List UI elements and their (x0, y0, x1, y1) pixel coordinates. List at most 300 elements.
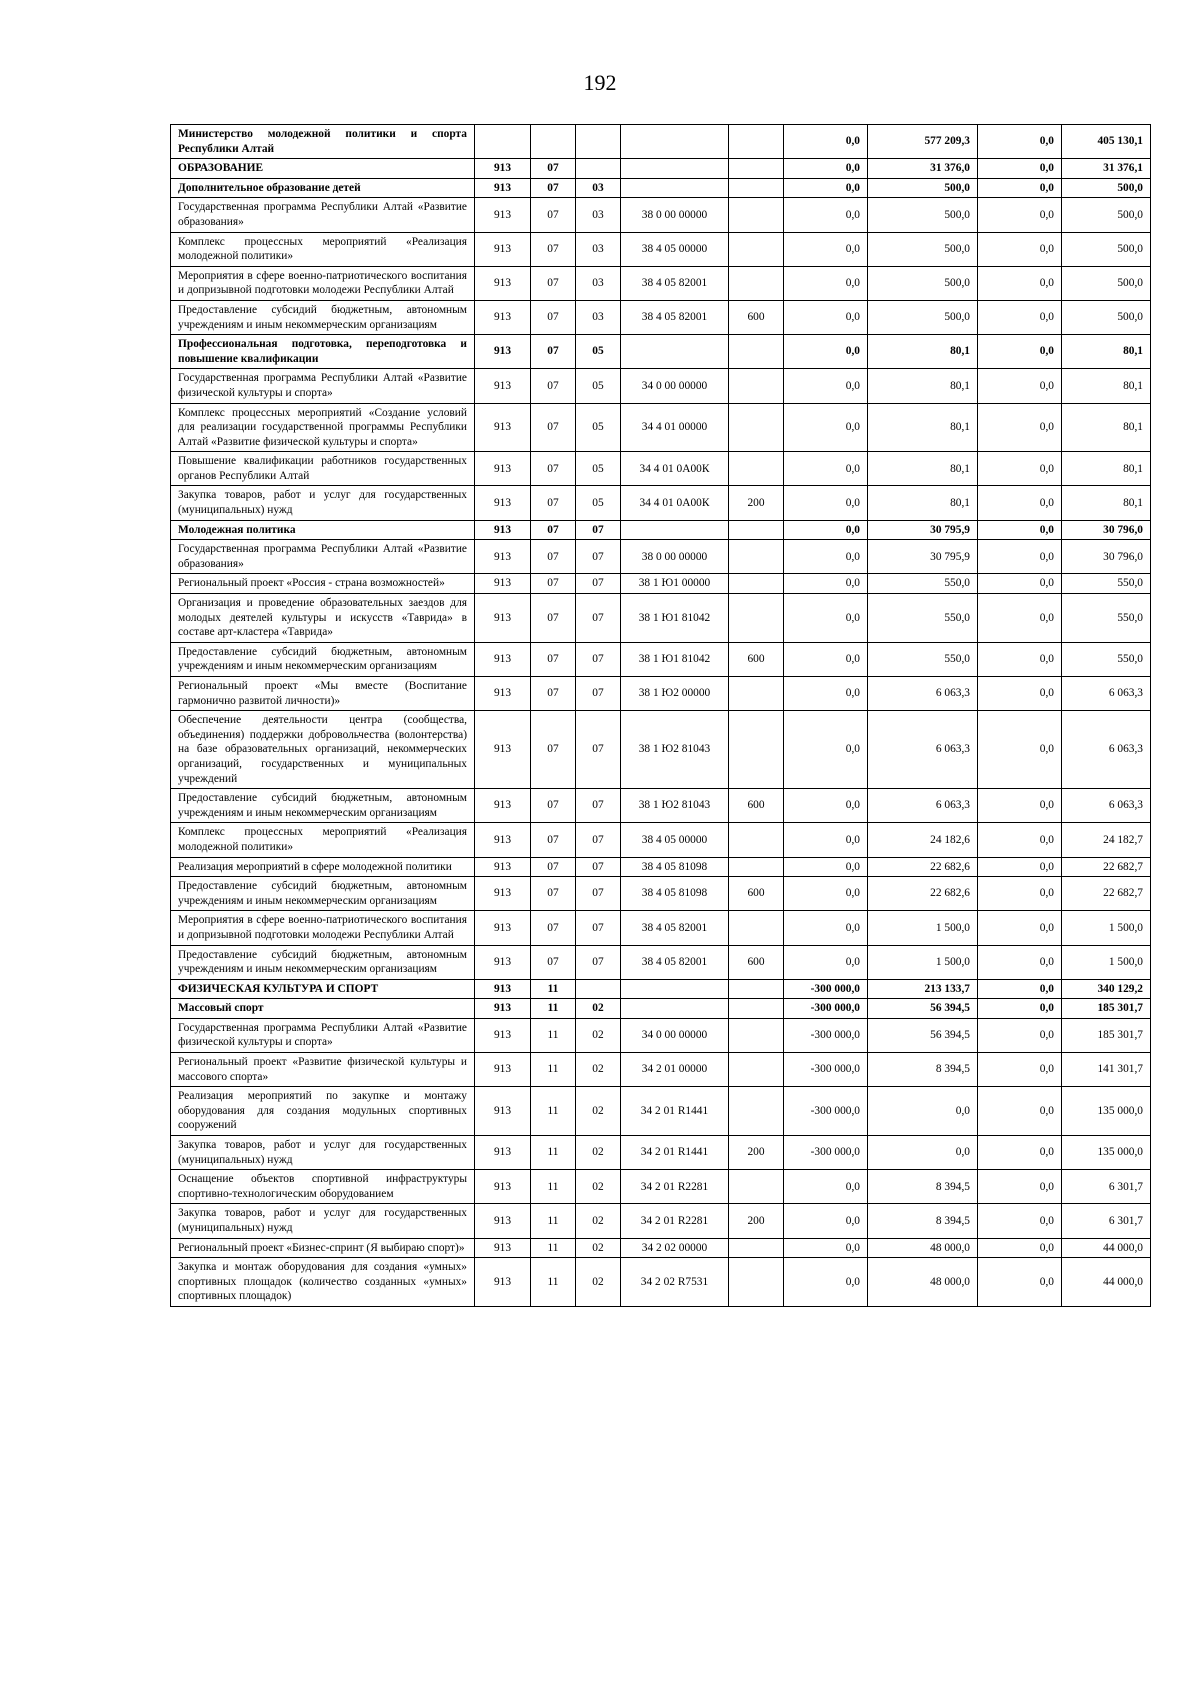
table-body (171, 125, 1151, 1307)
target-article-cell: 34 2 01 00000 (621, 1053, 729, 1087)
subsection-code-cell: 05 (576, 486, 621, 520)
admin-code-cell: 913 (475, 979, 531, 999)
item-name-cell: Закупка товаров, работ и услуг для государственных (муниципальных) нужд (171, 1136, 475, 1170)
amount-change-1-cell: 0,0 (784, 403, 868, 452)
target-article-cell: 34 2 01 R2281 (621, 1170, 729, 1204)
item-name-cell: Реализация мероприятий по закупке и монтажу оборудования для создания модульных спортивных сооружений (171, 1087, 475, 1136)
amount-change-3-cell: 0,0 (978, 520, 1062, 540)
admin-code-cell: 913 (475, 877, 531, 911)
subsection-code-cell: 03 (576, 198, 621, 232)
expense-type-cell (729, 266, 784, 300)
table-row (171, 335, 1151, 369)
amount-change-2-cell: 56 394,5 (868, 1018, 978, 1052)
amount-change-2-cell: 56 394,5 (868, 999, 978, 1019)
admin-code-cell: 913 (475, 178, 531, 198)
amount-change-1-cell: -300 000,0 (784, 1087, 868, 1136)
amount-change-4-cell: 80,1 (1062, 369, 1151, 403)
section-code-cell: 07 (531, 232, 576, 266)
item-name-cell: Обеспечение деятельности центра (сообщества, объединения) поддержки добровольчества (волонтерства) на базе образовательных организаций, некоммерческих организаций, государственных и муниципальных учреждений (171, 711, 475, 789)
expense-type-cell (729, 711, 784, 789)
admin-code-cell: 913 (475, 266, 531, 300)
amount-change-4-cell: 500,0 (1062, 266, 1151, 300)
table-row (171, 1170, 1151, 1204)
table-row (171, 642, 1151, 676)
admin-code-cell: 913 (475, 1238, 531, 1258)
subsection-code-cell: 02 (576, 1018, 621, 1052)
expense-type-cell (729, 857, 784, 877)
expense-type-cell (729, 520, 784, 540)
subsection-code-cell: 02 (576, 1170, 621, 1204)
target-article-cell: 38 4 05 81098 (621, 857, 729, 877)
admin-code-cell: 913 (475, 1018, 531, 1052)
section-code-cell: 07 (531, 911, 576, 945)
amount-change-1-cell: 0,0 (784, 486, 868, 520)
admin-code-cell: 913 (475, 911, 531, 945)
expense-type-cell: 200 (729, 486, 784, 520)
subsection-code-cell: 07 (576, 789, 621, 823)
amount-change-4-cell: 185 301,7 (1062, 999, 1151, 1019)
expense-type-cell (729, 911, 784, 945)
amount-change-1-cell: 0,0 (784, 823, 868, 857)
amount-change-3-cell: 0,0 (978, 1053, 1062, 1087)
section-code-cell: 07 (531, 540, 576, 574)
amount-change-2-cell: 550,0 (868, 594, 978, 643)
target-article-cell: 34 2 01 R1441 (621, 1136, 729, 1170)
amount-change-3-cell: 0,0 (978, 266, 1062, 300)
amount-change-2-cell: 550,0 (868, 642, 978, 676)
amount-change-2-cell: 6 063,3 (868, 789, 978, 823)
table-row (171, 857, 1151, 877)
amount-change-3-cell: 0,0 (978, 1258, 1062, 1307)
section-code-cell: 07 (531, 452, 576, 486)
section-code-cell: 07 (531, 178, 576, 198)
subsection-code-cell: 02 (576, 1258, 621, 1307)
admin-code-cell: 913 (475, 1170, 531, 1204)
amount-change-4-cell: 550,0 (1062, 594, 1151, 643)
expense-type-cell (729, 125, 784, 159)
amount-change-3-cell: 0,0 (978, 1087, 1062, 1136)
amount-change-1-cell: 0,0 (784, 452, 868, 486)
subsection-code-cell (576, 979, 621, 999)
table-row (171, 486, 1151, 520)
amount-change-2-cell: 80,1 (868, 486, 978, 520)
amount-change-4-cell: 30 796,0 (1062, 540, 1151, 574)
table-row (171, 1018, 1151, 1052)
section-code-cell: 07 (531, 823, 576, 857)
amount-change-4-cell: 500,0 (1062, 178, 1151, 198)
amount-change-2-cell: 80,1 (868, 452, 978, 486)
item-name-cell: Оснащение объектов спортивной инфраструктуры спортивно-технологическим оборудованием (171, 1170, 475, 1204)
expense-type-cell (729, 1258, 784, 1307)
table-row (171, 125, 1151, 159)
section-code-cell: 07 (531, 677, 576, 711)
subsection-code-cell: 05 (576, 335, 621, 369)
section-code-cell: 07 (531, 877, 576, 911)
subsection-code-cell: 07 (576, 520, 621, 540)
table-row (171, 1204, 1151, 1238)
target-article-cell: 38 4 05 00000 (621, 232, 729, 266)
amount-change-2-cell: 48 000,0 (868, 1238, 978, 1258)
amount-change-3-cell: 0,0 (978, 911, 1062, 945)
amount-change-4-cell: 1 500,0 (1062, 945, 1151, 979)
amount-change-2-cell: 6 063,3 (868, 711, 978, 789)
admin-code-cell: 913 (475, 520, 531, 540)
amount-change-2-cell: 0,0 (868, 1136, 978, 1170)
section-code-cell: 07 (531, 711, 576, 789)
amount-change-2-cell: 31 376,0 (868, 159, 978, 179)
admin-code-cell: 913 (475, 1087, 531, 1136)
admin-code-cell: 913 (475, 1053, 531, 1087)
amount-change-1-cell: 0,0 (784, 540, 868, 574)
expense-type-cell (729, 452, 784, 486)
amount-change-4-cell: 141 301,7 (1062, 1053, 1151, 1087)
section-code-cell: 11 (531, 1170, 576, 1204)
section-code-cell: 07 (531, 789, 576, 823)
target-article-cell (621, 999, 729, 1019)
target-article-cell: 38 1 Ю1 81042 (621, 642, 729, 676)
target-article-cell (621, 125, 729, 159)
amount-change-1-cell: 0,0 (784, 677, 868, 711)
amount-change-3-cell: 0,0 (978, 677, 1062, 711)
item-name-cell: Предоставление субсидий бюджетным, автономным учреждениям и иным некоммерческим организациям (171, 642, 475, 676)
item-name-cell: Комплекс процессных мероприятий «Создание условий для реализации государственной программы Республики Алтай «Развитие физической культуры и спорта» (171, 403, 475, 452)
expense-type-cell (729, 232, 784, 266)
amount-change-4-cell: 550,0 (1062, 642, 1151, 676)
amount-change-4-cell: 6 063,3 (1062, 677, 1151, 711)
item-name-cell: ФИЗИЧЕСКАЯ КУЛЬТУРА И СПОРТ (171, 979, 475, 999)
section-code-cell: 11 (531, 999, 576, 1019)
amount-change-3-cell: 0,0 (978, 540, 1062, 574)
item-name-cell: Мероприятия в сфере военно-патриотического воспитания и допризывной подготовки молодежи Республики Алтай (171, 911, 475, 945)
target-article-cell (621, 979, 729, 999)
amount-change-1-cell: 0,0 (784, 520, 868, 540)
admin-code-cell: 913 (475, 857, 531, 877)
admin-code-cell: 913 (475, 677, 531, 711)
amount-change-3-cell: 0,0 (978, 1170, 1062, 1204)
table-row (171, 1258, 1151, 1307)
target-article-cell: 38 4 05 82001 (621, 945, 729, 979)
amount-change-2-cell: 80,1 (868, 369, 978, 403)
target-article-cell: 34 2 01 R2281 (621, 1204, 729, 1238)
section-code-cell: 07 (531, 159, 576, 179)
table-row (171, 999, 1151, 1019)
subsection-code-cell: 03 (576, 300, 621, 334)
table-row (171, 594, 1151, 643)
admin-code-cell: 913 (475, 452, 531, 486)
amount-change-2-cell: 30 795,9 (868, 520, 978, 540)
amount-change-4-cell: 135 000,0 (1062, 1087, 1151, 1136)
amount-change-3-cell: 0,0 (978, 159, 1062, 179)
target-article-cell: 38 0 00 00000 (621, 198, 729, 232)
table-row (171, 877, 1151, 911)
table-row (171, 789, 1151, 823)
table-row (171, 540, 1151, 574)
amount-change-4-cell: 80,1 (1062, 452, 1151, 486)
target-article-cell: 34 4 01 0А00К (621, 486, 729, 520)
expense-type-cell (729, 574, 784, 594)
amount-change-2-cell: 500,0 (868, 232, 978, 266)
subsection-code-cell: 07 (576, 594, 621, 643)
amount-change-4-cell: 500,0 (1062, 232, 1151, 266)
amount-change-1-cell: 0,0 (784, 945, 868, 979)
item-name-cell: Предоставление субсидий бюджетным, автономным учреждениям и иным некоммерческим организациям (171, 789, 475, 823)
amount-change-1-cell: -300 000,0 (784, 1136, 868, 1170)
amount-change-2-cell: 213 133,7 (868, 979, 978, 999)
section-code-cell (531, 125, 576, 159)
item-name-cell: Мероприятия в сфере военно-патриотического воспитания и допризывной подготовки молодежи Республики Алтай (171, 266, 475, 300)
amount-change-1-cell: 0,0 (784, 911, 868, 945)
table-row (171, 677, 1151, 711)
expense-type-cell (729, 369, 784, 403)
amount-change-3-cell: 0,0 (978, 642, 1062, 676)
item-name-cell: Государственная программа Республики Алтай «Развитие образования» (171, 540, 475, 574)
target-article-cell: 38 4 05 81098 (621, 877, 729, 911)
amount-change-2-cell: 8 394,5 (868, 1170, 978, 1204)
amount-change-1-cell: -300 000,0 (784, 979, 868, 999)
item-name-cell: Министерство молодежной политики и спорта Республики Алтай (171, 125, 475, 159)
subsection-code-cell: 02 (576, 1053, 621, 1087)
amount-change-2-cell: 0,0 (868, 1087, 978, 1136)
amount-change-4-cell: 22 682,7 (1062, 877, 1151, 911)
amount-change-4-cell: 80,1 (1062, 403, 1151, 452)
section-code-cell: 11 (531, 979, 576, 999)
admin-code-cell: 913 (475, 369, 531, 403)
amount-change-4-cell: 550,0 (1062, 574, 1151, 594)
section-code-cell: 11 (531, 1087, 576, 1136)
target-article-cell: 34 4 01 00000 (621, 403, 729, 452)
item-name-cell: Комплекс процессных мероприятий «Реализация молодежной политики» (171, 232, 475, 266)
amount-change-2-cell: 22 682,6 (868, 877, 978, 911)
item-name-cell: Комплекс процессных мероприятий «Реализация молодежной политики» (171, 823, 475, 857)
admin-code-cell: 913 (475, 540, 531, 574)
admin-code-cell: 913 (475, 159, 531, 179)
amount-change-2-cell: 8 394,5 (868, 1204, 978, 1238)
section-code-cell: 07 (531, 520, 576, 540)
section-code-cell: 07 (531, 642, 576, 676)
expense-type-cell (729, 403, 784, 452)
amount-change-2-cell: 500,0 (868, 178, 978, 198)
amount-change-1-cell: 0,0 (784, 369, 868, 403)
expense-type-cell (729, 178, 784, 198)
target-article-cell: 38 1 Ю1 00000 (621, 574, 729, 594)
admin-code-cell: 913 (475, 1204, 531, 1238)
item-name-cell: Закупка товаров, работ и услуг для государственных (муниципальных) нужд (171, 1204, 475, 1238)
table-row (171, 178, 1151, 198)
item-name-cell: Реализация мероприятий в сфере молодежной политики (171, 857, 475, 877)
subsection-code-cell: 02 (576, 1238, 621, 1258)
amount-change-3-cell: 0,0 (978, 574, 1062, 594)
amount-change-2-cell: 24 182,6 (868, 823, 978, 857)
expense-type-cell (729, 1053, 784, 1087)
admin-code-cell: 913 (475, 594, 531, 643)
section-code-cell: 07 (531, 403, 576, 452)
amount-change-2-cell: 550,0 (868, 574, 978, 594)
target-article-cell: 38 1 Ю1 81042 (621, 594, 729, 643)
table-row (171, 979, 1151, 999)
admin-code-cell: 913 (475, 335, 531, 369)
item-name-cell: Профессиональная подготовка, переподготовка и повышение квалификации (171, 335, 475, 369)
admin-code-cell: 913 (475, 300, 531, 334)
amount-change-3-cell: 0,0 (978, 335, 1062, 369)
section-code-cell: 07 (531, 369, 576, 403)
table-row (171, 520, 1151, 540)
subsection-code-cell: 07 (576, 642, 621, 676)
section-code-cell: 07 (531, 594, 576, 643)
target-article-cell: 34 2 01 R1441 (621, 1087, 729, 1136)
amount-change-4-cell: 22 682,7 (1062, 857, 1151, 877)
admin-code-cell: 913 (475, 1136, 531, 1170)
amount-change-1-cell: 0,0 (784, 198, 868, 232)
admin-code-cell: 913 (475, 999, 531, 1019)
item-name-cell: Региональный проект «Россия - страна возможностей» (171, 574, 475, 594)
subsection-code-cell: 07 (576, 677, 621, 711)
amount-change-2-cell: 8 394,5 (868, 1053, 978, 1087)
amount-change-4-cell: 30 796,0 (1062, 520, 1151, 540)
item-name-cell: Молодежная политика (171, 520, 475, 540)
item-name-cell: Региональный проект «Бизнес-спринт (Я выбираю спорт)» (171, 1238, 475, 1258)
amount-change-3-cell: 0,0 (978, 1018, 1062, 1052)
amount-change-3-cell: 0,0 (978, 877, 1062, 911)
amount-change-4-cell: 6 301,7 (1062, 1204, 1151, 1238)
target-article-cell: 38 4 05 00000 (621, 823, 729, 857)
section-code-cell: 11 (531, 1238, 576, 1258)
table-row (171, 452, 1151, 486)
table-row (171, 945, 1151, 979)
item-name-cell: Повышение квалификации работников государственных органов Республики Алтай (171, 452, 475, 486)
amount-change-4-cell: 80,1 (1062, 335, 1151, 369)
table-row (171, 403, 1151, 452)
amount-change-1-cell: 0,0 (784, 335, 868, 369)
amount-change-4-cell: 31 376,1 (1062, 159, 1151, 179)
admin-code-cell: 913 (475, 945, 531, 979)
subsection-code-cell: 07 (576, 574, 621, 594)
target-article-cell: 34 0 00 00000 (621, 369, 729, 403)
item-name-cell: Организация и проведение образовательных заездов для молодых деятелей культуры и искусств «Таврида» в составе арт-кластера «Таврида» (171, 594, 475, 643)
amount-change-1-cell: 0,0 (784, 857, 868, 877)
item-name-cell: Государственная программа Республики Алтай «Развитие образования» (171, 198, 475, 232)
amount-change-1-cell: 0,0 (784, 266, 868, 300)
item-name-cell: Предоставление субсидий бюджетным, автономным учреждениям и иным некоммерческим организациям (171, 877, 475, 911)
amount-change-3-cell: 0,0 (978, 711, 1062, 789)
amount-change-2-cell: 48 000,0 (868, 1258, 978, 1307)
section-code-cell: 07 (531, 335, 576, 369)
target-article-cell (621, 159, 729, 179)
subsection-code-cell: 02 (576, 1136, 621, 1170)
admin-code-cell: 913 (475, 642, 531, 676)
section-code-cell: 07 (531, 486, 576, 520)
amount-change-3-cell: 0,0 (978, 486, 1062, 520)
amount-change-2-cell: 500,0 (868, 300, 978, 334)
amount-change-1-cell: -300 000,0 (784, 1053, 868, 1087)
target-article-cell: 34 4 01 0А00К (621, 452, 729, 486)
item-name-cell: Государственная программа Республики Алтай «Развитие физической культуры и спорта» (171, 369, 475, 403)
target-article-cell: 38 4 05 82001 (621, 911, 729, 945)
amount-change-4-cell: 135 000,0 (1062, 1136, 1151, 1170)
expense-type-cell (729, 823, 784, 857)
amount-change-4-cell: 185 301,7 (1062, 1018, 1151, 1052)
expense-type-cell (729, 198, 784, 232)
expense-type-cell: 200 (729, 1204, 784, 1238)
amount-change-3-cell: 0,0 (978, 999, 1062, 1019)
amount-change-3-cell: 0,0 (978, 369, 1062, 403)
table-row (171, 1238, 1151, 1258)
table-row (171, 232, 1151, 266)
amount-change-3-cell: 0,0 (978, 125, 1062, 159)
item-name-cell: Предоставление субсидий бюджетным, автономным учреждениям и иным некоммерческим организациям (171, 945, 475, 979)
expense-type-cell (729, 1087, 784, 1136)
expense-type-cell: 600 (729, 642, 784, 676)
amount-change-1-cell: 0,0 (784, 159, 868, 179)
expense-type-cell (729, 1238, 784, 1258)
item-name-cell: Закупка и монтаж оборудования для создания «умных» спортивных площадок (количество созданных «умных» спортивных площадок) (171, 1258, 475, 1307)
amount-change-2-cell: 30 795,9 (868, 540, 978, 574)
table-row (171, 159, 1151, 179)
subsection-code-cell: 02 (576, 1204, 621, 1238)
table-row (171, 574, 1151, 594)
section-code-cell: 07 (531, 857, 576, 877)
amount-change-4-cell: 24 182,7 (1062, 823, 1151, 857)
section-code-cell: 07 (531, 266, 576, 300)
amount-change-1-cell: 0,0 (784, 1170, 868, 1204)
amount-change-4-cell: 500,0 (1062, 198, 1151, 232)
amount-change-4-cell: 1 500,0 (1062, 911, 1151, 945)
amount-change-3-cell: 0,0 (978, 1136, 1062, 1170)
subsection-code-cell: 02 (576, 1087, 621, 1136)
subsection-code-cell: 05 (576, 452, 621, 486)
amount-change-1-cell: 0,0 (784, 1204, 868, 1238)
amount-change-4-cell: 6 301,7 (1062, 1170, 1151, 1204)
table-row (171, 823, 1151, 857)
expense-type-cell (729, 1170, 784, 1204)
amount-change-2-cell: 80,1 (868, 335, 978, 369)
amount-change-4-cell: 44 000,0 (1062, 1258, 1151, 1307)
table-row (171, 711, 1151, 789)
amount-change-2-cell: 80,1 (868, 403, 978, 452)
section-code-cell: 11 (531, 1258, 576, 1307)
amount-change-3-cell: 0,0 (978, 979, 1062, 999)
subsection-code-cell: 03 (576, 266, 621, 300)
amount-change-4-cell: 6 063,3 (1062, 789, 1151, 823)
target-article-cell: 38 1 Ю2 81043 (621, 711, 729, 789)
amount-change-1-cell: 0,0 (784, 1238, 868, 1258)
expense-type-cell (729, 335, 784, 369)
section-code-cell: 11 (531, 1136, 576, 1170)
budget-table (170, 124, 1151, 1307)
subsection-code-cell: 07 (576, 857, 621, 877)
amount-change-3-cell: 0,0 (978, 945, 1062, 979)
admin-code-cell: 913 (475, 711, 531, 789)
amount-change-1-cell: 0,0 (784, 125, 868, 159)
amount-change-4-cell: 340 129,2 (1062, 979, 1151, 999)
item-name-cell: Предоставление субсидий бюджетным, автономным учреждениям и иным некоммерческим организациям (171, 300, 475, 334)
subsection-code-cell: 03 (576, 178, 621, 198)
expense-type-cell (729, 999, 784, 1019)
amount-change-4-cell: 44 000,0 (1062, 1238, 1151, 1258)
amount-change-1-cell: 0,0 (784, 877, 868, 911)
amount-change-3-cell: 0,0 (978, 1238, 1062, 1258)
amount-change-1-cell: 0,0 (784, 594, 868, 643)
amount-change-4-cell: 405 130,1 (1062, 125, 1151, 159)
page-number: 192 (583, 70, 617, 95)
table-row (171, 1087, 1151, 1136)
item-name-cell: Массовый спорт (171, 999, 475, 1019)
section-code-cell: 07 (531, 198, 576, 232)
subsection-code-cell: 02 (576, 999, 621, 1019)
item-name-cell: ОБРАЗОВАНИЕ (171, 159, 475, 179)
amount-change-2-cell: 577 209,3 (868, 125, 978, 159)
amount-change-3-cell: 0,0 (978, 452, 1062, 486)
amount-change-3-cell: 0,0 (978, 594, 1062, 643)
